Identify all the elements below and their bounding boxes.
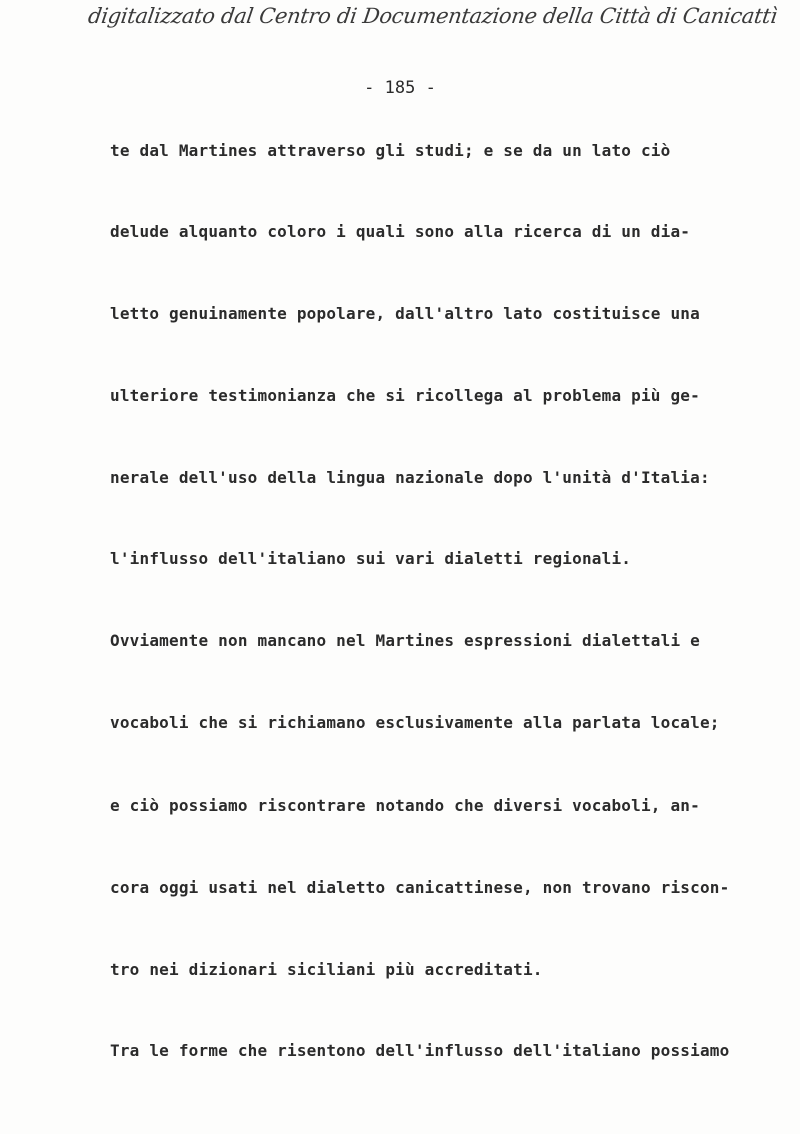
text-line: tro nei dizionari siciliani più accreditati. [110, 960, 543, 979]
text-line: te dal Martines attraverso gli studi; e se da un lato ciò [110, 141, 671, 160]
text-line: letto genuinamente popolare, dall'altro lato costituisce una [110, 304, 700, 323]
text-line: Tra le forme che risentono dell'influsso dell'italiano possiamo [110, 1041, 730, 1060]
page-number: - 185 - [364, 78, 436, 98]
digitization-watermark: digitalizzato dal Centro di Documentazione della Città di Canicattì [86, 4, 779, 28]
text-line: cora oggi usati nel dialetto canicattinese, non trovano riscon- [110, 878, 730, 897]
text-line: Ovviamente non mancano nel Martines espressioni dialettali e [110, 631, 700, 650]
text-line: e ciò possiamo riscontrare notando che diversi vocaboli, an- [110, 796, 700, 815]
text-line: vocaboli che si richiamano esclusivamente alla parlata locale; [110, 713, 720, 732]
text-line: nerale dell'uso della lingua nazionale dopo l'unità d'Italia: [110, 468, 710, 487]
text-line: ulteriore testimonianza che si ricollega al problema più ge- [110, 386, 700, 405]
text-line: delude alquanto coloro i quali sono alla ricerca di un dia- [110, 222, 691, 241]
text-line: l'influsso dell'italiano sui vari dialetti regionali. [110, 549, 632, 568]
